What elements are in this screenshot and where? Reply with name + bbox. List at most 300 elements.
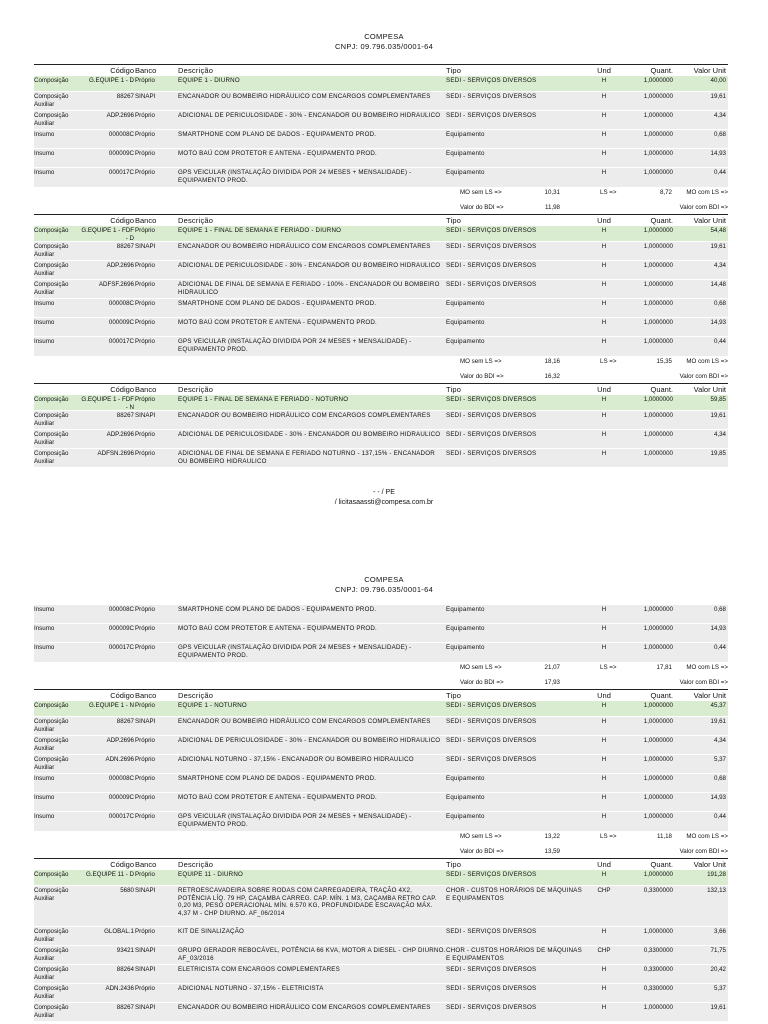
cell-descricao: ENCANADOR OU BOMBEIRO HIDRÁULICO COM ENCARGOS COMPLEMENTARES <box>178 412 431 419</box>
cell-descricao: GRUPO GERADOR REBOCÁVEL, POTÊNCIA 66 KVA, MOTOR A DIESEL - CHP DIURNO. AF_03/2016 <box>178 947 446 962</box>
cell-quant: 1,0000000 <box>643 813 673 820</box>
cell-descricao: EQUIPE 1 - FINAL DE SEMANA E FERIADO - DIURNO <box>178 227 342 234</box>
cell-valor: 14,93 <box>710 319 726 326</box>
col-tipo: Tipo <box>446 860 462 869</box>
cell-codigo: 88267 <box>116 93 134 100</box>
totals-row-bdi <box>34 847 728 858</box>
cell-descricao: ADICIONAL DE FINAL DE SEMANA E FERIADO - 100% - ENCANADOR OU BOMBEIRO HIDRAULICO <box>178 281 440 296</box>
cell-quant: 0,3300000 <box>643 887 673 894</box>
item-row <box>34 449 728 468</box>
cell-quant: 1,0000000 <box>643 396 673 403</box>
item-row <box>34 111 728 130</box>
cell-category: Composição Auxiliar <box>34 947 69 962</box>
cell-banco: Próprio <box>135 262 155 269</box>
cell-banco: Próprio <box>135 227 155 234</box>
cell-banco: Próprio <box>135 77 155 84</box>
cell-banco: Próprio <box>135 150 155 157</box>
item-row <box>34 886 728 927</box>
column-header-row <box>34 64 728 76</box>
cell-banco: Próprio <box>135 606 155 613</box>
value-mo-sem-ls: 21,07 <box>544 664 560 671</box>
cell-descricao: ADICIONAL NOTURNO - 37,15% - ENCANADOR OU BOMBEIRO HIDRAULICO <box>178 756 414 763</box>
col-banco: Banco <box>135 860 157 869</box>
cell-descricao: MOTO BAÚ COM PROTETOR E ANTENA - EQUIPAMENTO PROD. <box>178 794 377 801</box>
cell-descricao: MOTO BAÚ COM PROTETOR E ANTENA - EQUIPAMENTO PROD. <box>178 319 377 326</box>
value-valor-bdi: 13,59 <box>544 848 560 855</box>
composition-row <box>34 395 728 411</box>
cell-category: Composição Auxiliar <box>34 243 69 258</box>
cell-valor: 5,37 <box>713 985 726 992</box>
cell-codigo: ADN.2696 <box>105 756 134 763</box>
item-row <box>34 605 728 624</box>
cell-category: Composição Auxiliar <box>34 966 69 981</box>
cell-und: H <box>601 396 607 403</box>
cell-und: H <box>601 813 607 820</box>
col-und: Und <box>597 385 611 394</box>
cell-category: Composição Auxiliar <box>34 1004 69 1019</box>
column-header-row <box>34 689 728 701</box>
cell-valor: 71,75 <box>710 947 726 954</box>
cell-banco: Próprio <box>135 985 155 992</box>
item-row <box>34 717 728 736</box>
totals-row-bdi <box>34 203 728 214</box>
cell-quant: 1,0000000 <box>643 737 673 744</box>
cell-codigo: 000008C <box>108 300 134 307</box>
cell-valor: 19,61 <box>710 412 726 419</box>
col-quant: Quant. <box>650 216 673 225</box>
cell-banco: Próprio <box>135 813 155 820</box>
col-descricao: Descrição <box>178 691 214 700</box>
cell-descricao: ELETRICISTA COM ENCARGOS COMPLEMENTARES <box>178 966 340 973</box>
cell-category: Composição Auxiliar <box>34 985 69 1000</box>
cell-codigo: 000017C <box>108 338 134 345</box>
label-mo-sem-ls: MO sem LS => <box>460 189 502 196</box>
cell-und: CHP <box>597 887 611 894</box>
cell-category: Composição Auxiliar <box>34 756 69 771</box>
cell-category: Insumo <box>34 131 55 138</box>
cell-codigo: 000008C <box>108 131 134 138</box>
col-codigo: Código <box>110 691 134 700</box>
cell-category: Composição Auxiliar <box>34 93 69 108</box>
cell-category: Insumo <box>34 169 55 176</box>
cell-banco: Próprio <box>135 112 155 119</box>
page-header <box>0 575 768 595</box>
cell-descricao: GPS VEICULAR (INSTALAÇÃO DIVIDIDA POR 24 MESES + MENSALIDADE) - EQUIPAMENTO PROD. <box>178 169 412 184</box>
item-row <box>34 812 728 832</box>
cell-category: Composição Auxiliar <box>34 281 69 296</box>
item-row <box>34 755 728 774</box>
cell-und: H <box>601 966 607 973</box>
item-row <box>34 624 728 643</box>
cell-quant: 1,0000000 <box>643 625 673 632</box>
col-codigo: Código <box>110 216 134 225</box>
cell-banco: SINAPI <box>135 93 156 100</box>
cell-banco: Próprio <box>135 775 155 782</box>
composition-row <box>34 870 728 886</box>
cell-valor: 40,00 <box>710 77 726 84</box>
cell-und: H <box>601 227 607 234</box>
col-quant: Quant. <box>650 860 673 869</box>
cell-codigo: 88267 <box>116 1004 134 1011</box>
cell-und: H <box>601 262 607 269</box>
cell-quant: 1,0000000 <box>643 319 673 326</box>
cell-und: H <box>601 281 607 288</box>
cell-banco: SINAPI <box>135 887 156 894</box>
totals-row-mo <box>34 188 728 199</box>
cell-codigo: 000008C <box>108 775 134 782</box>
label-mo-com-ls: MO com LS => <box>686 833 728 840</box>
item-row <box>34 965 728 984</box>
cell-tipo: Equipamento <box>446 644 485 651</box>
cell-valor: 132,13 <box>707 887 726 894</box>
cell-category: Insumo <box>34 300 55 307</box>
col-valor-unit: Valor Unit <box>693 66 726 75</box>
totals-row-bdi <box>34 372 728 383</box>
cell-tipo: SEDI - SERVIÇOS DIVERSOS <box>446 262 537 269</box>
label-ls: LS => <box>600 358 617 365</box>
cell-codigo: G.EQUIPE 1 - FDF - D <box>81 227 134 242</box>
label-mo-com-ls: MO com LS => <box>686 664 728 671</box>
value-mo-sem-ls: 18,16 <box>544 358 560 365</box>
label-valor-com-bdi: Valor com BDI => <box>679 204 728 211</box>
footer-email: / licitasaassti@compesa.com.br <box>334 499 434 506</box>
value-valor-bdi: 16,32 <box>544 373 560 380</box>
cell-descricao: GPS VEICULAR (INSTALAÇÃO DIVIDIDA POR 24 MESES + MENSALIDADE) - EQUIPAMENTO PROD. <box>178 338 412 353</box>
col-descricao: Descrição <box>178 860 214 869</box>
cell-quant: 1,0000000 <box>643 150 673 157</box>
cell-valor: 19,85 <box>710 450 726 457</box>
cell-valor: 4,34 <box>713 431 726 438</box>
cell-descricao: EQUIPE 11 - DIURNO <box>178 871 244 878</box>
cell-codigo: 000017C <box>108 169 134 176</box>
cell-category: Composição <box>34 396 69 403</box>
col-und: Und <box>597 860 611 869</box>
cell-category: Composição <box>34 871 69 878</box>
cell-tipo: SEDI - SERVIÇOS DIVERSOS <box>446 966 537 973</box>
cell-tipo: SEDI - SERVIÇOS DIVERSOS <box>446 1004 537 1011</box>
cell-codigo: 000017C <box>108 644 134 651</box>
cell-codigo: 88264 <box>116 966 134 973</box>
item-row <box>34 793 728 812</box>
cell-und: H <box>601 928 607 935</box>
cell-banco: Próprio <box>135 450 155 457</box>
cell-codigo: ADP.2696 <box>106 112 134 119</box>
cell-quant: 1,0000000 <box>643 227 673 234</box>
col-tipo: Tipo <box>446 385 462 394</box>
cell-valor: 0,44 <box>713 813 726 820</box>
cell-und: H <box>601 300 607 307</box>
col-valor-unit: Valor Unit <box>693 216 726 225</box>
cell-banco: Próprio <box>135 702 155 709</box>
item-row <box>34 984 728 1003</box>
cell-tipo: Equipamento <box>446 300 485 307</box>
cell-valor: 0,68 <box>713 606 726 613</box>
cell-valor: 59,85 <box>710 396 726 403</box>
value-ls: 8,72 <box>659 189 672 196</box>
cell-descricao: RETROESCAVADEIRA SOBRE RODAS COM CARREGADEIRA, TRAÇÃO 4X2, POTÊNCIA LÍQ. 79 HP, CAÇAMBA CARREG. CAP. MÍN. 1 M3, CAÇAMBA RETRO CAP. 0,20 M3, PESO OPERACIONAL MÍN. 6.570 KG, PROFUNDIDADE ESCAVAÇÃO MÁX. 4,37 M - CHP DIURNO. AF_06/2014 <box>178 887 437 917</box>
cell-descricao: ENCANADOR OU BOMBEIRO HIDRÁULICO COM ENCARGOS COMPLEMENTARES <box>178 93 431 100</box>
cell-tipo: Equipamento <box>446 625 485 632</box>
cell-quant: 1,0000000 <box>643 606 673 613</box>
budget-table-page-2 <box>34 605 728 1022</box>
item-row <box>34 337 728 357</box>
cell-category: Insumo <box>34 644 55 651</box>
value-valor-bdi: 11,98 <box>544 204 560 211</box>
cell-descricao: ADICIONAL DE PERICULOSIDADE - 30% - ENCANADOR OU BOMBEIRO HIDRAULICO <box>178 112 441 119</box>
cell-codigo: ADP.2696 <box>106 431 134 438</box>
cell-valor: 4,34 <box>713 737 726 744</box>
label-ls: LS => <box>600 189 617 196</box>
cell-und: H <box>601 606 607 613</box>
cell-und: H <box>601 431 607 438</box>
cell-descricao: GPS VEICULAR (INSTALAÇÃO DIVIDIDA POR 24 MESES + MENSALIDADE) - EQUIPAMENTO PROD. <box>178 813 412 828</box>
cell-valor: 14,93 <box>710 150 726 157</box>
cell-banco: Próprio <box>135 431 155 438</box>
cell-tipo: SEDI - SERVIÇOS DIVERSOS <box>446 77 537 84</box>
cell-tipo: SEDI - SERVIÇOS DIVERSOS <box>446 928 537 935</box>
item-row <box>34 130 728 149</box>
cell-und: H <box>601 985 607 992</box>
item-row <box>34 927 728 946</box>
cell-tipo: SEDI - SERVIÇOS DIVERSOS <box>446 450 537 457</box>
cell-und: H <box>601 243 607 250</box>
totals-row-mo <box>34 832 728 843</box>
cell-tipo: SEDI - SERVIÇOS DIVERSOS <box>446 702 537 709</box>
cell-category: Composição Auxiliar <box>34 887 69 902</box>
item-row <box>34 261 728 280</box>
cell-category: Insumo <box>34 813 55 820</box>
label-ls: LS => <box>600 833 617 840</box>
cell-quant: 0,3300000 <box>643 966 673 973</box>
col-valor-unit: Valor Unit <box>693 385 726 394</box>
value-mo-sem-ls: 10,31 <box>544 189 560 196</box>
cell-und: H <box>601 718 607 725</box>
item-row <box>34 299 728 318</box>
cell-und: H <box>601 871 607 878</box>
cell-und: H <box>601 702 607 709</box>
totals-row-bdi <box>34 678 728 689</box>
cell-category: Insumo <box>34 150 55 157</box>
cell-valor: 14,93 <box>710 625 726 632</box>
cell-category: Composição Auxiliar <box>34 412 69 427</box>
item-row <box>34 168 728 188</box>
item-row <box>34 774 728 793</box>
cell-descricao: SMARTPHONE COM PLANO DE DADOS - EQUIPAMENTO PROD. <box>178 606 377 613</box>
budget-table-page-1 <box>34 64 728 468</box>
cell-tipo: Equipamento <box>446 606 485 613</box>
cell-descricao: ADICIONAL DE FINAL DE SEMANA E FERIADO NOTURNO - 137,15% - ENCANADOR OU BOMBEIRO HIDRAULICO <box>178 450 435 465</box>
cell-tipo: CHOR - CUSTOS HORÁRIOS DE MÁQUINAS E EQUIPAMENTOS <box>446 887 582 902</box>
col-quant: Quant. <box>650 66 673 75</box>
cell-valor: 0,68 <box>713 775 726 782</box>
page-header <box>0 32 768 52</box>
cell-banco: SINAPI <box>135 947 156 954</box>
cell-descricao: ENCANADOR OU BOMBEIRO HIDRÁULICO COM ENCARGOS COMPLEMENTARES <box>178 243 431 250</box>
cell-descricao: EQUIPE 1 - NOTURNO <box>178 702 247 709</box>
cell-quant: 0,3300000 <box>643 947 673 954</box>
cell-valor: 5,37 <box>713 756 726 763</box>
cell-category: Insumo <box>34 625 55 632</box>
cell-tipo: SEDI - SERVIÇOS DIVERSOS <box>446 281 537 288</box>
totals-row-mo <box>34 663 728 674</box>
cell-quant: 1,0000000 <box>643 262 673 269</box>
cell-tipo: SEDI - SERVIÇOS DIVERSOS <box>446 718 537 725</box>
cell-banco: SINAPI <box>135 243 156 250</box>
cell-quant: 1,0000000 <box>643 644 673 651</box>
cell-descricao: ADICIONAL DE PERICULOSIDADE - 30% - ENCANADOR OU BOMBEIRO HIDRAULICO <box>178 431 441 438</box>
cell-banco: Próprio <box>135 625 155 632</box>
col-und: Und <box>597 66 611 75</box>
cell-category: Composição Auxiliar <box>34 928 69 943</box>
cell-descricao: KIT DE SINALIZAÇÃO <box>178 928 245 935</box>
cell-valor: 0,68 <box>713 131 726 138</box>
cell-banco: Próprio <box>135 319 155 326</box>
cell-codigo: ADFSF.2696 <box>98 281 134 288</box>
cell-valor: 20,42 <box>710 966 726 973</box>
value-mo-sem-ls: 13,22 <box>544 833 560 840</box>
label-ls: LS => <box>600 664 617 671</box>
cell-quant: 1,0000000 <box>643 243 673 250</box>
cell-quant: 1,0000000 <box>643 775 673 782</box>
cell-valor: 4,34 <box>713 262 726 269</box>
cell-valor: 19,61 <box>710 243 726 250</box>
cell-tipo: Equipamento <box>446 338 485 345</box>
cell-descricao: EQUIPE 1 - DIURNO <box>178 77 240 84</box>
cell-category: Insumo <box>34 606 55 613</box>
cell-banco: Próprio <box>135 396 155 403</box>
cell-und: H <box>601 112 607 119</box>
cell-category: Composição Auxiliar <box>34 262 69 277</box>
cell-codigo: 000017C <box>108 813 134 820</box>
cnpj: CNPJ: 09.796.035/0001-64 <box>334 42 434 51</box>
cell-tipo: SEDI - SERVIÇOS DIVERSOS <box>446 412 537 419</box>
label-valor-com-bdi: Valor com BDI => <box>679 373 728 380</box>
cell-codigo: G.EQUIPE 11 - D <box>85 871 134 878</box>
item-row <box>34 430 728 449</box>
cell-codigo: G.EQUIPE 1 - N <box>88 702 134 709</box>
label-valor-bdi: Valor do BDI => <box>460 204 504 211</box>
cell-und: H <box>601 450 607 457</box>
cell-und: H <box>601 93 607 100</box>
cell-quant: 1,0000000 <box>643 871 673 878</box>
cell-tipo: Equipamento <box>446 794 485 801</box>
cell-codigo: 000009C <box>108 150 134 157</box>
cell-category: Insumo <box>34 319 55 326</box>
item-row <box>34 946 728 965</box>
cell-descricao: ADICIONAL DE PERICULOSIDADE - 30% - ENCANADOR OU BOMBEIRO HIDRAULICO <box>178 737 441 744</box>
col-banco: Banco <box>135 385 157 394</box>
label-valor-bdi: Valor do BDI => <box>460 848 504 855</box>
cell-descricao: GPS VEICULAR (INSTALAÇÃO DIVIDIDA POR 24 MESES + MENSALIDADE) - EQUIPAMENTO PROD. <box>178 644 412 659</box>
cell-und: H <box>601 169 607 176</box>
cell-category: Insumo <box>34 338 55 345</box>
label-mo-com-ls: MO com LS => <box>686 358 728 365</box>
cell-valor: 4,34 <box>713 112 726 119</box>
value-ls: 17,81 <box>656 664 672 671</box>
cell-codigo: GLOBAL.1 <box>104 928 134 935</box>
cell-und: H <box>601 775 607 782</box>
cell-quant: 1,0000000 <box>643 794 673 801</box>
cell-und: H <box>601 131 607 138</box>
cell-und: H <box>601 77 607 84</box>
cell-valor: 19,61 <box>710 93 726 100</box>
composition-row <box>34 76 728 92</box>
cnpj: CNPJ: 09.796.035/0001-64 <box>334 585 434 594</box>
cell-descricao: ADICIONAL DE PERICULOSIDADE - 30% - ENCANADOR OU BOMBEIRO HIDRAULICO <box>178 262 441 269</box>
footer-location: - - / PE <box>373 489 395 496</box>
cell-und: CHP <box>597 947 611 954</box>
cell-quant: 1,0000000 <box>643 281 673 288</box>
cell-tipo: Equipamento <box>446 150 485 157</box>
value-ls: 11,18 <box>656 833 672 840</box>
cell-category: Composição Auxiliar <box>34 718 69 733</box>
item-row <box>34 1003 728 1022</box>
cell-und: H <box>601 412 607 419</box>
cell-quant: 1,0000000 <box>643 169 673 176</box>
cell-und: H <box>601 1004 607 1011</box>
item-row <box>34 92 728 111</box>
cell-und: H <box>601 150 607 157</box>
column-header-row <box>34 858 728 870</box>
company-name: COMPESA <box>364 575 404 584</box>
item-row <box>34 643 728 663</box>
cell-category: Composição Auxiliar <box>34 737 69 752</box>
cell-codigo: ADFSN.2696 <box>97 450 134 457</box>
cell-quant: 1,0000000 <box>643 431 673 438</box>
col-und: Und <box>597 216 611 225</box>
cell-quant: 1,0000000 <box>643 131 673 138</box>
label-mo-sem-ls: MO sem LS => <box>460 664 502 671</box>
col-banco: Banco <box>135 216 157 225</box>
cell-und: H <box>601 737 607 744</box>
cell-category: Composição Auxiliar <box>34 450 69 465</box>
cell-codigo: 88267 <box>116 718 134 725</box>
cell-category: Composição Auxiliar <box>34 431 69 446</box>
cell-category: Composição <box>34 702 69 709</box>
cell-tipo: Equipamento <box>446 813 485 820</box>
cell-category: Composição Auxiliar <box>34 112 69 127</box>
cell-quant: 1,0000000 <box>643 756 673 763</box>
cell-codigo: 000009C <box>108 319 134 326</box>
label-mo-sem-ls: MO sem LS => <box>460 358 502 365</box>
col-descricao: Descrição <box>178 66 214 75</box>
cell-descricao: ENCANADOR OU BOMBEIRO HIDRÁULICO COM ENCARGOS COMPLEMENTARES <box>178 718 431 725</box>
cell-tipo: SEDI - SERVIÇOS DIVERSOS <box>446 112 537 119</box>
cell-quant: 1,0000000 <box>643 77 673 84</box>
cell-banco: Próprio <box>135 131 155 138</box>
label-valor-com-bdi: Valor com BDI => <box>679 679 728 686</box>
cell-tipo: SEDI - SERVIÇOS DIVERSOS <box>446 871 537 878</box>
cell-quant: 1,0000000 <box>643 928 673 935</box>
cell-valor: 191,28 <box>707 871 726 878</box>
cell-tipo: SEDI - SERVIÇOS DIVERSOS <box>446 431 537 438</box>
cell-und: H <box>601 338 607 345</box>
cell-tipo: SEDI - SERVIÇOS DIVERSOS <box>446 93 537 100</box>
cell-tipo: Equipamento <box>446 131 485 138</box>
company-name: COMPESA <box>364 32 404 41</box>
cell-codigo: ADP.2696 <box>106 262 134 269</box>
cell-category: Composição <box>34 77 69 84</box>
cell-descricao: ENCANADOR OU BOMBEIRO HIDRÁULICO COM ENCARGOS COMPLEMENTARES <box>178 1004 431 1011</box>
col-codigo: Código <box>110 860 134 869</box>
col-codigo: Código <box>110 66 134 75</box>
label-valor-com-bdi: Valor com BDI => <box>679 848 728 855</box>
cell-valor: 14,48 <box>710 281 726 288</box>
cell-category: Composição <box>34 227 69 234</box>
cell-descricao: SMARTPHONE COM PLANO DE DADOS - EQUIPAMENTO PROD. <box>178 131 377 138</box>
cell-descricao: SMARTPHONE COM PLANO DE DADOS - EQUIPAMENTO PROD. <box>178 775 377 782</box>
col-valor-unit: Valor Unit <box>693 691 726 700</box>
